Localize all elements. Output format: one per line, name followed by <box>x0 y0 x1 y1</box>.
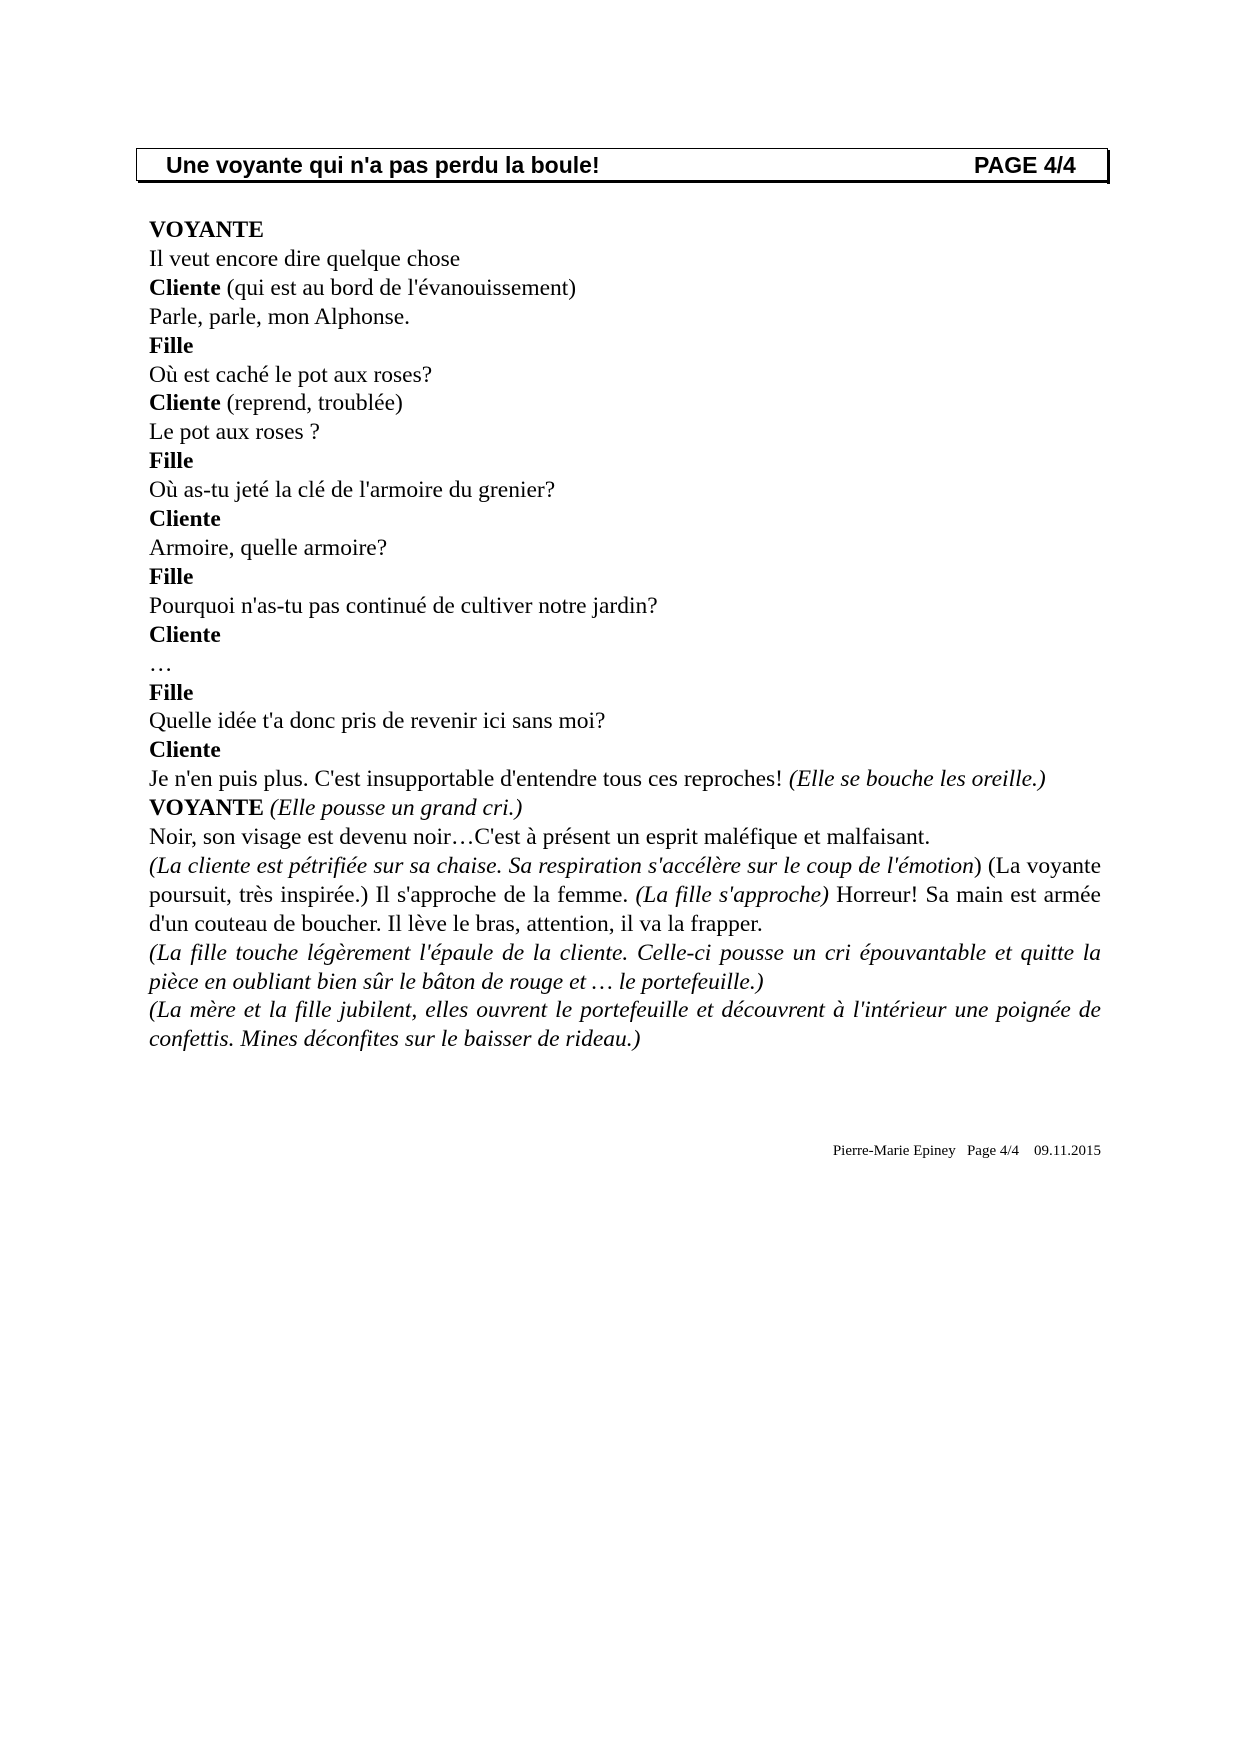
script-line <box>149 823 1101 852</box>
stage-direction: (La mère et la fille jubilent, elles ouvrent le portefeuille et découvrent à l'intérieur une poignée de confettis. Mines déconfites sur le baisser de rideau.) <box>149 997 1101 1053</box>
header-page-number: PAGE 4/4 <box>974 152 1076 178</box>
speaker-name: Fille <box>149 332 194 359</box>
speaker-line <box>149 332 1101 361</box>
script-line <box>149 650 1101 679</box>
dialogue-text: Armoire, quelle armoire? <box>149 534 388 561</box>
speaker-name: Cliente <box>149 390 221 417</box>
page-footer <box>833 1142 1101 1160</box>
dialogue-text: Il veut encore dire quelque chose <box>149 245 461 272</box>
script-line <box>149 361 1101 390</box>
script-line <box>149 707 1101 736</box>
stage-direction: (La fille touche légèrement l'épaule de la cliente. Celle-ci pousse un cri épouvantable et quitte la pièce en oubliant bien sûr le bâton de rouge et … le portefeuille.) <box>149 939 1101 995</box>
footer-date: 09.11.2015 <box>1034 1143 1101 1159</box>
header-shadow <box>138 180 1110 183</box>
script-line <box>149 852 1101 939</box>
stage-direction: (Elle pousse un grand cri.) <box>263 795 523 822</box>
script-line <box>149 939 1101 997</box>
speaker-name: Fille <box>149 563 194 590</box>
speaker-line <box>149 505 1101 534</box>
stage-direction: (La cliente est pétrifiée sur sa chaise. Sa respiration s'accélère sur le coup de l'émotion <box>149 852 974 879</box>
speaker-name: Cliente <box>149 274 221 301</box>
speaker-name: Cliente <box>149 621 221 648</box>
footer-author: Pierre-Marie Epiney <box>832 1143 956 1159</box>
stage-direction: (Elle se bouche les oreille.) <box>788 766 1046 793</box>
dialogue-text: Quelle idée t'a donc pris de revenir ici sans moi? <box>149 708 606 735</box>
script-line <box>149 996 1101 1054</box>
speaker-line <box>149 679 1101 708</box>
dialogue-text: Le pot aux roses ? <box>149 419 320 446</box>
speaker-direction: (qui est au bord de l'évanouissement) <box>220 274 577 301</box>
dialogue-text: Je n'en puis plus. C'est insupportable d'entendre tous ces reproches! <box>149 766 789 793</box>
speaker-line <box>149 563 1101 592</box>
speaker-line <box>149 274 1101 303</box>
speaker-name: Fille <box>149 679 194 706</box>
script-line <box>149 303 1101 332</box>
speaker-line <box>149 389 1101 418</box>
dialogue-text: Où as-tu jeté la clé de l'armoire du grenier? <box>149 477 556 504</box>
speaker-direction: (reprend, troublée) <box>220 390 403 417</box>
stage-direction: (La fille s'approche) <box>635 881 829 908</box>
dialogue-text: … <box>149 650 173 677</box>
script-body <box>149 216 1101 1054</box>
script-line <box>149 765 1101 794</box>
script-line <box>149 476 1101 505</box>
script-line <box>149 245 1101 274</box>
footer-page: Page 4/4 <box>966 1143 1020 1159</box>
dialogue-text: Horreur! Sa main est armée d'un couteau de boucher. Il lève le bras, attention, il va la frapper. <box>149 881 1101 937</box>
script-line <box>149 592 1101 621</box>
speaker-name: Cliente <box>149 506 221 533</box>
script-line <box>149 418 1101 447</box>
dialogue-text: Parle, parle, mon Alphonse. <box>149 303 411 330</box>
speaker-line <box>149 216 1101 245</box>
speaker-name: VOYANTE <box>149 795 264 822</box>
document-title: Une voyante qui n'a pas perdu la boule! <box>166 152 600 178</box>
speaker-line <box>149 447 1101 476</box>
speaker-line <box>149 736 1101 765</box>
speaker-name: Fille <box>149 448 194 475</box>
header-shadow <box>1107 150 1110 184</box>
dialogue-text: ) (La voyante poursuit, très inspirée.) Il s'approche de la femme. <box>149 852 1102 908</box>
dialogue-text: Noir, son visage est devenu noir…C'est à présent un esprit maléfique et malfaisant. <box>149 824 931 851</box>
dialogue-text: Pourquoi n'as-tu pas continué de cultiver notre jardin? <box>149 592 658 619</box>
speaker-line <box>149 621 1101 650</box>
speaker-name: VOYANTE <box>149 217 264 243</box>
speaker-line <box>149 794 1101 823</box>
script-line <box>149 534 1101 563</box>
speaker-name: Cliente <box>149 737 221 764</box>
dialogue-text: Où est caché le pot aux roses? <box>149 361 433 388</box>
